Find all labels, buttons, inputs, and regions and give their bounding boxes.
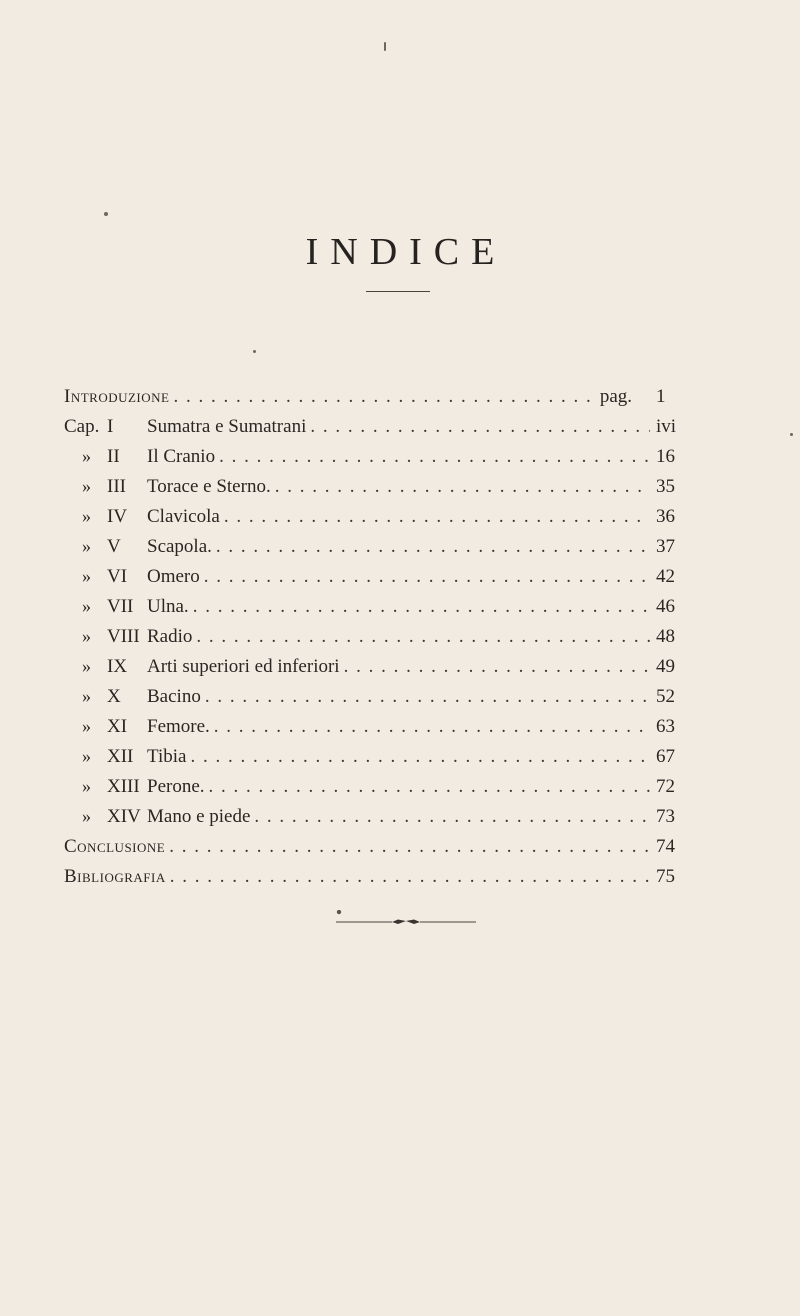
dot-leader bbox=[170, 866, 650, 888]
toc-entry-introduzione bbox=[64, 386, 684, 416]
toc-entry-title: Femore. bbox=[147, 716, 210, 737]
toc-entry-page: 46 bbox=[656, 596, 675, 617]
toc-entry-page: 37 bbox=[656, 536, 675, 557]
toc-entry-chapter-9 bbox=[64, 656, 684, 686]
dot-leader bbox=[216, 536, 650, 558]
toc-entry-page: 74 bbox=[656, 836, 675, 857]
toc-entry-page: 75 bbox=[656, 866, 675, 887]
ditto-mark: » bbox=[82, 506, 91, 526]
ditto-mark: » bbox=[82, 596, 91, 616]
title-divider bbox=[366, 291, 430, 292]
dot-leader bbox=[214, 716, 650, 738]
chapter-number: V bbox=[107, 536, 121, 557]
toc-entry-title: Clavicola bbox=[147, 506, 220, 527]
dot-leader bbox=[344, 656, 650, 678]
toc-entry-chapter-8 bbox=[64, 626, 684, 656]
chapter-number: XI bbox=[107, 716, 128, 737]
toc-entry-chapter-7 bbox=[64, 596, 684, 626]
paper-speck bbox=[253, 350, 256, 353]
toc-entry-page: ivi bbox=[656, 416, 677, 437]
toc-entry-page: 49 bbox=[656, 656, 675, 677]
toc-entry-chapter-13 bbox=[64, 776, 684, 806]
toc-entry-title: Ulna. bbox=[147, 596, 189, 617]
toc-entry-page: 35 bbox=[656, 476, 675, 497]
paper-speck bbox=[790, 433, 793, 436]
toc-entry-chapter-11 bbox=[64, 716, 684, 746]
chapter-number: X bbox=[107, 686, 121, 707]
ditto-mark: » bbox=[82, 686, 91, 706]
dot-leader bbox=[219, 446, 650, 468]
chapter-number: VIII bbox=[107, 626, 140, 647]
toc-entry-title: Scapola. bbox=[147, 536, 212, 557]
toc-entry-title: Il Cranio bbox=[147, 446, 216, 467]
paper-speck bbox=[104, 212, 108, 216]
ditto-mark: » bbox=[82, 536, 91, 556]
toc-entry-page: 63 bbox=[656, 716, 675, 737]
toc-entry-page: 1 bbox=[656, 386, 666, 407]
toc-entry-chapter-10 bbox=[64, 686, 684, 716]
dot-leader bbox=[190, 746, 650, 768]
toc-entry-page: 52 bbox=[656, 686, 675, 707]
ditto-mark: » bbox=[82, 566, 91, 586]
dot-leader bbox=[209, 776, 650, 798]
dot-leader bbox=[173, 386, 593, 408]
toc-entry-page: 73 bbox=[656, 806, 675, 827]
toc-entry-page: 36 bbox=[656, 506, 675, 527]
dot-leader bbox=[224, 506, 650, 528]
ditto-mark: » bbox=[82, 446, 91, 466]
toc-entry-page: 67 bbox=[656, 746, 675, 767]
chapter-number: I bbox=[107, 416, 114, 437]
ditto-mark: » bbox=[82, 746, 91, 766]
chapter-prefix: Cap. bbox=[64, 416, 100, 437]
toc-entry-chapter-14 bbox=[64, 806, 684, 836]
toc-entry-title: Mano e piede bbox=[147, 806, 251, 827]
dot-leader bbox=[196, 626, 650, 648]
dot-leader bbox=[310, 416, 650, 438]
toc-entry-title: Bibliografia bbox=[64, 866, 166, 887]
chapter-number: IV bbox=[107, 506, 128, 527]
toc-entry-chapter-3 bbox=[64, 476, 684, 506]
toc-entry-title: Omero bbox=[147, 566, 200, 587]
ditto-mark: » bbox=[82, 776, 91, 796]
toc-entry-chapter-4 bbox=[64, 506, 684, 536]
chapter-number: II bbox=[107, 446, 120, 467]
toc-entry-chapter-12 bbox=[64, 746, 684, 776]
dot-leader bbox=[204, 566, 650, 588]
toc-entry-title: Tibia bbox=[147, 746, 187, 767]
ditto-mark: » bbox=[82, 656, 91, 676]
toc-entry-chapter-6 bbox=[64, 566, 684, 596]
chapter-number: XII bbox=[107, 746, 134, 767]
toc-entry-title: Arti superiori ed inferiori bbox=[147, 656, 340, 677]
chapter-number: III bbox=[107, 476, 126, 497]
toc-entry-conclusione bbox=[64, 836, 684, 866]
toc-entry-title: Perone. bbox=[147, 776, 205, 797]
chapter-number: VI bbox=[107, 566, 128, 587]
toc-entry-page: 72 bbox=[656, 776, 675, 797]
ditto-mark: » bbox=[82, 716, 91, 736]
toc-entry-title: Introduzione bbox=[64, 386, 170, 407]
ditto-mark: » bbox=[82, 476, 91, 496]
chapter-number: IX bbox=[107, 656, 128, 677]
toc-entry-chapter-5 bbox=[64, 536, 684, 566]
paper-speck bbox=[384, 42, 386, 51]
chapter-number: XIV bbox=[107, 806, 141, 827]
dot-leader bbox=[193, 596, 650, 618]
dot-leader bbox=[275, 476, 650, 498]
toc-entry-chapter-1 bbox=[64, 416, 684, 446]
toc-entry-title: Bacino bbox=[147, 686, 201, 707]
toc-entry-chapter-2 bbox=[64, 446, 684, 476]
toc-entry-title: Torace e Sterno. bbox=[147, 476, 271, 497]
toc-entry-page: 16 bbox=[656, 446, 675, 467]
dot-leader bbox=[169, 836, 650, 858]
chapter-number: XIII bbox=[107, 776, 140, 797]
toc-entry-bibliografia bbox=[64, 866, 684, 896]
dot-leader bbox=[254, 806, 650, 828]
toc-entry-title: Conclusione bbox=[64, 836, 166, 857]
chapter-number: VII bbox=[107, 596, 134, 617]
end-ornament bbox=[336, 910, 476, 926]
pag-label: pag. bbox=[599, 386, 632, 407]
toc-entry-page: 42 bbox=[656, 566, 675, 587]
toc-entry-title: Sumatra e Sumatrani bbox=[147, 416, 307, 437]
toc-entry-page: 48 bbox=[656, 626, 675, 647]
table-of-contents bbox=[64, 386, 684, 896]
toc-entry-title: Radio bbox=[147, 626, 193, 647]
ditto-mark: » bbox=[82, 806, 91, 826]
page-title: INDICE bbox=[305, 231, 507, 274]
ditto-mark: » bbox=[82, 626, 91, 646]
dot-leader bbox=[205, 686, 650, 708]
